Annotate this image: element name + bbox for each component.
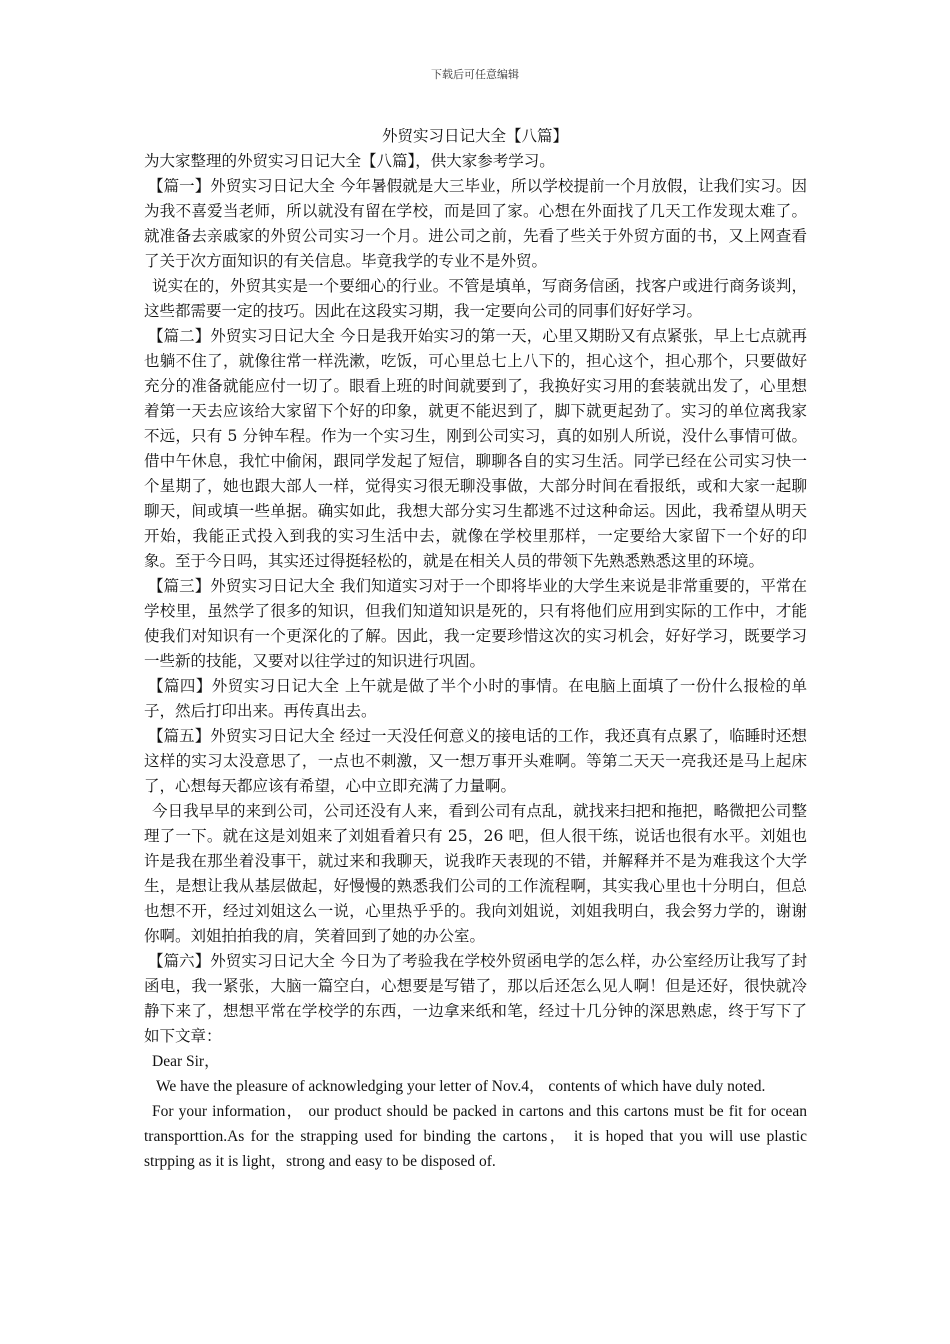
paragraph-part-one-continued: 说实在的，外贸其实是一个要细心的行业。不管是填单，写商务信函，找客户或进行商务谈判，这些都需要一定的技巧。因此在这段实习期，我一定要向公司的同事们好好学习。 — [144, 277, 807, 320]
intro-paragraph: 为大家整理的外贸实习日记大全【八篇】，供大家参考学习。 — [144, 152, 555, 170]
letter-paragraph-two: For your information， our product should be packed in cartons and this cartons must be fit for ocean transporttion.As for the strapping used for binding the cartons， it is hoped that you will use plastic strpping as it is light，strong and easy to be disposed of. — [144, 1103, 807, 1170]
paragraph-part-five: 【篇五】外贸实习日记大全 经过一天没任何意义的接电话的工作，我还真有点累了，临睡时还想这样的实习太没意思了，一点也不刺激，又一想万事开头难啊。等第二天天一亮我还是马上起床了，心想每天都应该有希望，心中立即充满了力量啊。 — [144, 727, 807, 795]
letter-salutation: Dear Sir， — [152, 1053, 220, 1070]
paragraph-part-three: 【篇三】外贸实习日记大全 我们知道实习对于一个即将毕业的大学生来说是非常重要的，平常在学校里，虽然学了很多的知识，但我们知道知识是死的，只有将他们应用到实际的工作中，才能使我们对知识有一个更深化的了解。因此，我一定要珍惜这次的实习机会，好好学习，既要学习一些新的技能，又要对以往学过的知识进行巩固。 — [144, 577, 807, 670]
paragraph-part-six: 【篇六】外贸实习日记大全 今日为了考验我在学校外贸函电学的怎么样，办公室经历让我写了封函电，我一紧张，大脑一篇空白，心想要是写错了，那以后还怎么见人啊！但是还好，很快就冷静下来了，想想平常在学校学的东西，一边拿来纸和笔，经过十几分钟的深思熟虑，终于写下了如下文章： — [144, 952, 807, 1045]
paragraph-part-five-continued: 今日我早早的来到公司，公司还没有人来，看到公司有点乱，就找来扫把和拖把，略微把公司整理了一下。就在这是刘姐来了刘姐看着只有 25，26 吧，但人很干练，说话也很有水平。刘姐也许是我在那坐着没事干，就过来和我聊天，说我昨天表现的不错，并解释并不是为难我这个大学生，是想让我从基层做起，好慢慢的熟悉我们公司的工作流程啊，其实我心里也十分明白，但总也想不开，经过刘姐这么一说，心里热乎乎的。我向刘姐说，刘姐我明白，我会努力学的，谢谢你啊。刘姐拍拍我的肩，笑着回到了她的办公室。 — [144, 802, 807, 945]
document-title: 外贸实习日记大全【八篇】 — [381, 127, 568, 145]
document-body — [144, 149, 807, 1174]
paragraph-part-one: 【篇一】外贸实习日记大全 今年暑假就是大三毕业，所以学校提前一个月放假，让我们实习。因为我不喜爱当老师，所以就没有留在学校，而是回了家。心想在外面找了几天工作发现太难了。就准备去亲戚家的外贸公司实习一个月。进公司之前，先看了些关于外贸方面的书，又上网查看了关于次方面知识的有关信息。毕竟我学的专业不是外贸。 — [144, 177, 807, 270]
paragraph-part-four: 【篇四】外贸实习日记大全 上午就是做了半个小时的事情。在电脑上面填了一份什么报检的单子，然后打印出来。再传真出去。 — [144, 677, 807, 720]
letter-paragraph-one: We have the pleasure of acknowledging your letter of Nov.4， contents of which have duly noted. — [156, 1078, 766, 1095]
page-header-note: 下载后可任意编辑 — [431, 68, 519, 81]
paragraph-part-two: 【篇二】外贸实习日记大全 今日是我开始实习的第一天，心里又期盼又有点紧张，早上七点就再也躺不住了，就像往常一样洗漱，吃饭，可心里总七上八下的，担心这个，担心那个，只要做好充分的准备就能应付一切了。眼看上班的时间就要到了，我换好实习用的套装就出发了，心里想着第一天去应该给大家留下个好的印象，就更不能迟到了，脚下就更起劲了。实习的单位离我家不远，只有 5 分钟车程。作为一个实习生，刚到公司实习，真的如别人所说，没什么事情可做。借中午休息，我忙中偷闲，跟同学发起了短信，聊聊各自的实习生活。同学已经在公司实习快一个星期了，她也跟大部人一样，觉得实习很无聊没事做，大部分时间在看报纸，或和大家一起聊聊天，间或填一些单据。确实如此，我想大部分实习生都逃不过这种命运。因此，我希望从明天开始，我能正式投入到我的实习生活中去，就像在学校里那样，一定要给大家留下一个好的印象。至于今日吗，其实还过得挺轻松的，就是在相关人员的带领下先熟悉熟悉这里的环境。 — [144, 327, 807, 570]
